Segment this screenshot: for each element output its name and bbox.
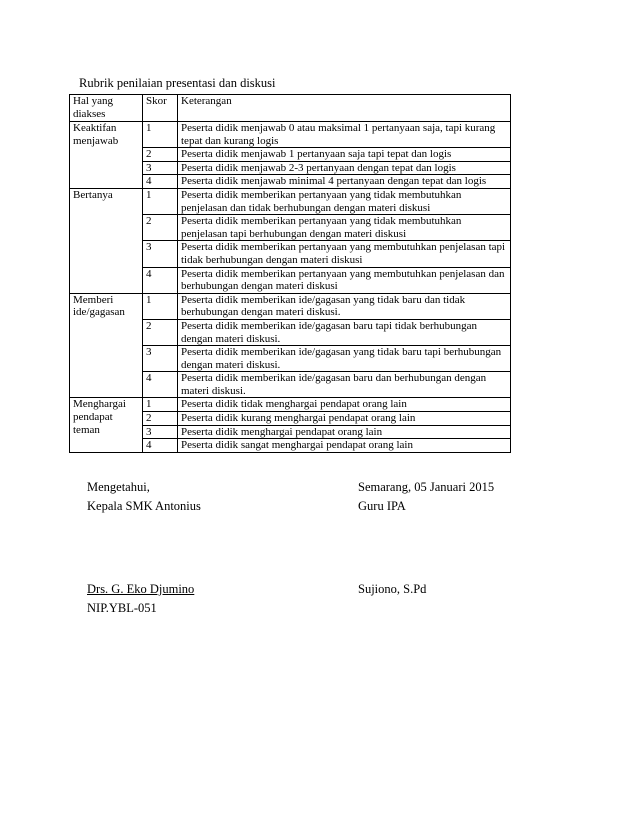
table-row (70, 398, 511, 412)
principal-signature (87, 580, 194, 618)
score-cell: 3 (143, 425, 178, 439)
score-cell: 1 (143, 398, 178, 412)
teacher-title: Guru IPA (358, 499, 406, 513)
score-cell: 3 (143, 161, 178, 175)
description-cell: Peserta didik menjawab 0 atau maksimal 1 pertanyaan saja, tapi kurang tepat dan kurang logis (178, 122, 511, 148)
score-cell: 3 (143, 346, 178, 372)
description-cell: Peserta didik memberikan pertanyaan yang membutuhkan penjelasan dan berhubungan dengan materi diskusi (178, 267, 511, 293)
score-cell: 2 (143, 148, 178, 162)
score-cell: 4 (143, 175, 178, 189)
description-cell: Peserta didik memberikan pertanyaan yang tidak membutuhkan penjelasan tapi berhubungan dengan materi diskusi (178, 215, 511, 241)
teacher-signature (358, 580, 426, 599)
teacher-block (358, 478, 494, 516)
description-cell: Peserta didik menghargai pendapat orang lain (178, 425, 511, 439)
score-cell: 4 (143, 372, 178, 398)
score-cell: 2 (143, 319, 178, 345)
description-cell: Peserta didik memberikan pertanyaan yang tidak membutuhkan penjelasan dan tidak berhubungan dengan materi diskusi (178, 188, 511, 214)
description-cell: Peserta didik memberikan ide/gagasan yang tidak baru dan tidak berhubungan dengan materi diskusi. (178, 293, 511, 319)
score-cell: 4 (143, 439, 178, 453)
header-aspect: Hal yang diakses (70, 95, 143, 122)
approval-block (87, 478, 201, 516)
score-cell: 2 (143, 215, 178, 241)
description-cell: Peserta didik sangat menghargai pendapat orang lain (178, 439, 511, 453)
principal-title: Kepala SMK Antonius (87, 499, 201, 513)
aspect-cell: Memberi ide/gagasan (70, 293, 143, 398)
description-cell: Peserta didik menjawab minimal 4 pertanyaan dengan tepat dan logis (178, 175, 511, 189)
description-cell: Peserta didik memberikan ide/gagasan baru dan berhubungan dengan materi diskusi. (178, 372, 511, 398)
header-score: Skor (143, 95, 178, 122)
description-cell: Peserta didik menjawab 2-3 pertanyaan dengan tepat dan logis (178, 161, 511, 175)
description-cell: Peserta didik menjawab 1 pertanyaan saja tapi tepat dan logis (178, 148, 511, 162)
table-row (70, 293, 511, 319)
teacher-name: Sujiono, S.Pd (358, 582, 427, 596)
description-cell: Peserta didik memberikan pertanyaan yang membutuhkan penjelasan tapi tidak berhubungan dengan materi diskusi (178, 241, 511, 267)
score-cell: 1 (143, 122, 178, 148)
approval-label: Mengetahui, (87, 480, 150, 494)
table-row (70, 122, 511, 148)
score-cell: 3 (143, 241, 178, 267)
description-cell: Peserta didik kurang menghargai pendapat orang lain (178, 412, 511, 426)
description-cell: Peserta didik tidak menghargai pendapat orang lain (178, 398, 511, 412)
aspect-cell: Menghargai pendapat teman (70, 398, 143, 452)
score-cell: 1 (143, 188, 178, 214)
description-cell: Peserta didik memberikan ide/gagasan yang tidak baru tapi berhubungan dengan materi diskusi. (178, 346, 511, 372)
score-cell: 4 (143, 267, 178, 293)
description-cell: Peserta didik memberikan ide/gagasan baru tapi tidak berhubungan dengan materi diskusi. (178, 319, 511, 345)
aspect-cell: Bertanya (70, 188, 143, 293)
table-header-row (70, 95, 511, 122)
page-title: Rubrik penilaian presentasi dan diskusi (79, 76, 276, 90)
place-date: Semarang, 05 Januari 2015 (358, 480, 495, 494)
principal-name: Drs. G. Eko Djumino (87, 582, 195, 596)
table-row (70, 188, 511, 214)
header-description: Keterangan (178, 95, 511, 122)
principal-id: NIP.YBL-051 (87, 601, 157, 615)
score-cell: 1 (143, 293, 178, 319)
aspect-cell: Keaktifan menjawab (70, 122, 143, 189)
rubric-table (69, 94, 511, 453)
score-cell: 2 (143, 412, 178, 426)
